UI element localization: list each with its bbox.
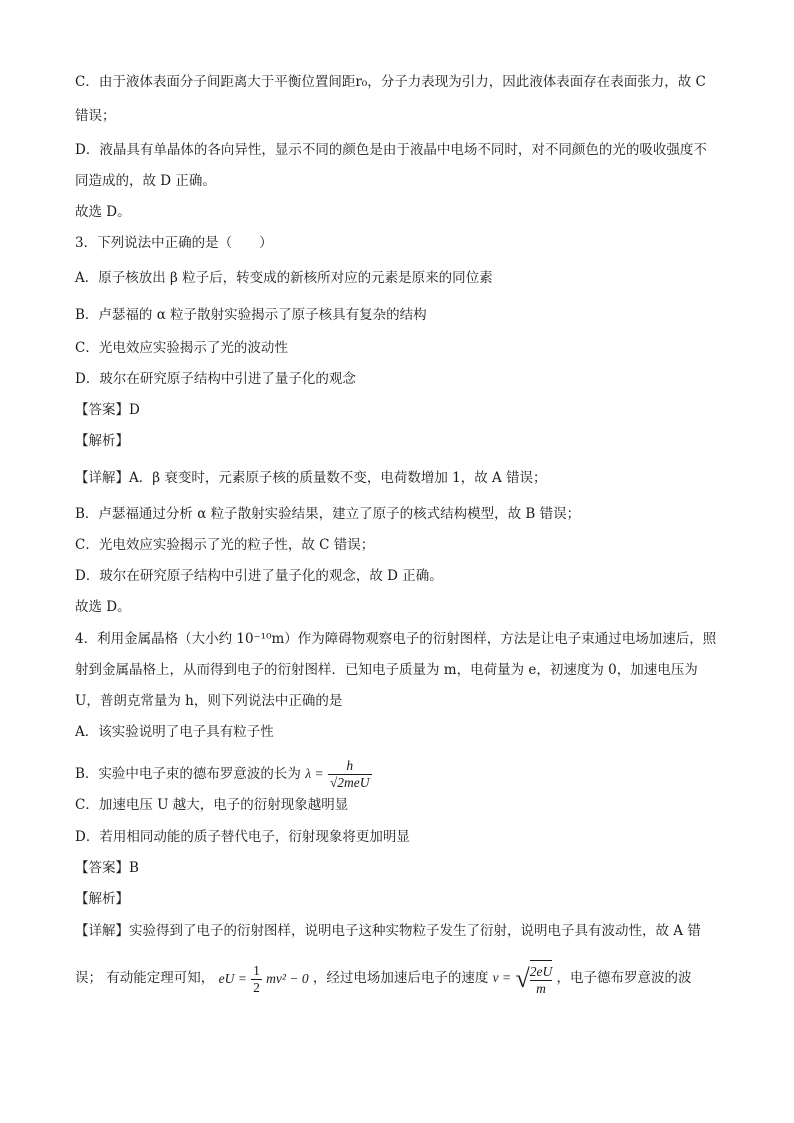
energy-lhs: eU = bbox=[218, 970, 247, 986]
analysis-label: 【解析】 bbox=[75, 433, 129, 449]
lambda-lhs: λ = bbox=[305, 766, 324, 781]
text-line: 同造成的，故 D 正确。 bbox=[75, 173, 216, 189]
text-line: 错误； bbox=[75, 108, 116, 124]
question-4-line: 射到金属晶格上，从而得到电子的衍射图样．已知电子质量为 m，电荷量为 e，初速度为 0，加速电压为 bbox=[75, 662, 698, 678]
answer-label: 【答案】D bbox=[75, 402, 140, 418]
lambda-formula bbox=[305, 758, 371, 791]
option-c: C．加速电压 U 越大，电子的衍射现象越明显 bbox=[75, 797, 349, 813]
energy-formula bbox=[219, 961, 309, 997]
option-d: D．玻尔在研究原子结构中引进了量子化的观念 bbox=[75, 371, 356, 387]
explanation-line: 【详解】A．β 衰变时，元素原子核的质量数不变，电荷数增加 1，故 A 错误； bbox=[75, 470, 547, 486]
velocity-formula bbox=[493, 960, 553, 997]
text-line: 故选 D。 bbox=[75, 204, 131, 220]
lambda-numerator: h bbox=[346, 758, 354, 773]
analysis-label: 【解析】 bbox=[75, 891, 129, 907]
velocity-denominator: m bbox=[530, 980, 553, 997]
lambda-fraction bbox=[328, 758, 372, 791]
option-a: A．原子核放出 β 粒子后，转变成的新核所对应的元素是原来的同位素 bbox=[75, 270, 493, 286]
option-b bbox=[75, 758, 372, 791]
energy-rhs: mv² − 0 bbox=[266, 970, 309, 986]
velocity-lhs: v = bbox=[492, 970, 512, 986]
option-a: A．该实验说明了电子具有粒子性 bbox=[75, 724, 274, 740]
explanation-line: C．光电效应实验揭示了光的粒子性，故 C 错误； bbox=[75, 537, 375, 553]
question-4-line: U，普朗克常量为 h，则下列说法中正确的是 bbox=[75, 693, 343, 709]
option-b-text: B．实验中电子束的德布罗意波的长为 bbox=[75, 766, 301, 782]
explanation-line bbox=[75, 960, 692, 997]
option-b: B．卢瑟福的 α 粒子散射实验揭示了原子核具有复杂的结构 bbox=[75, 307, 427, 323]
explanation-line: 【详解】实验得到了电子的衍射图样，说明电子这种实物粒子发生了衍射，说明电子具有波动性，故 A 错 bbox=[75, 923, 701, 939]
velocity-sqrt: √ $\frac{2eU}{m}$ bbox=[515, 960, 552, 997]
half-denominator: 2 bbox=[253, 979, 260, 995]
explanation-text: ，电子德布罗意波的波 bbox=[556, 970, 692, 987]
lambda-denominator: √2meU bbox=[329, 775, 370, 790]
explanation-line: B．卢瑟福通过分析 α 粒子散射实验结果，建立了原子的核式结构模型，故 B 错误； bbox=[75, 506, 581, 522]
answer-label: 【答案】B bbox=[75, 860, 139, 876]
half-fraction bbox=[251, 963, 262, 996]
explanation-text: ，经过电场加速后电子的速度 bbox=[312, 970, 489, 987]
text-line: C．由于液体表面分子间距离大于平衡位置间距r₀，分子力表现为引力，因此液体表面存在表面张力，故 C bbox=[75, 74, 706, 90]
option-c: C．光电效应实验揭示了光的波动性 bbox=[75, 340, 288, 356]
velocity-numerator: 2eU bbox=[529, 963, 553, 979]
half-numerator: 1 bbox=[253, 962, 260, 978]
lambda-radicand: 2meU bbox=[337, 775, 370, 790]
question-4: 4．利用金属晶格（大小约 10⁻¹⁰m）作为障碍物观察电子的衍射图样，方法是让电子束通过电场加速后，照 bbox=[75, 631, 717, 647]
question-3: 3．下列说法中正确的是（ ） bbox=[75, 235, 273, 251]
option-d: D．若用相同动能的质子替代电子，衍射现象将更加明显 bbox=[75, 829, 410, 845]
explanation-line: D．玻尔在研究原子结构中引进了量子化的观念，故 D 正确。 bbox=[75, 568, 443, 584]
explanation-text: 误； 有动能定理可知， bbox=[75, 970, 215, 987]
text-line: D．液晶具有单晶体的各向异性，显示不同的颜色是由于液晶中电场不同时，对不同颜色的光的吸收强度不 bbox=[75, 142, 707, 158]
explanation-line: 故选 D。 bbox=[75, 599, 131, 615]
